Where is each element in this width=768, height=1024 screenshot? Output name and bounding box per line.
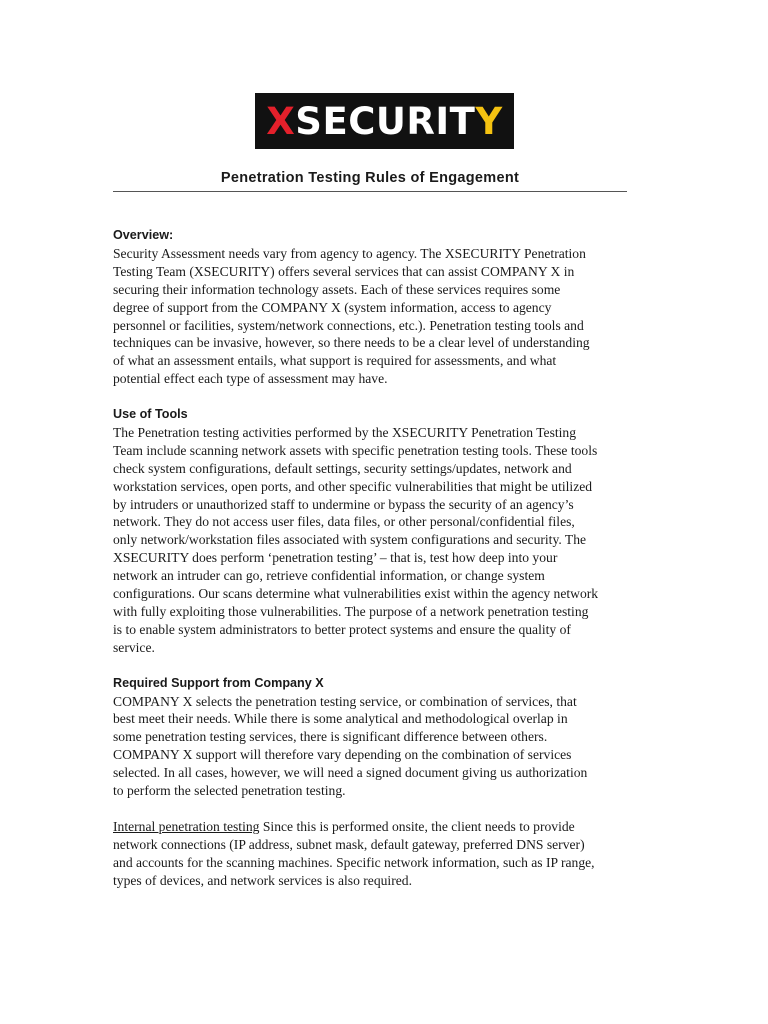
- text-line: types of devices, and network services is also required.: [113, 872, 412, 888]
- text-line: only network/workstation files associated with system configurations and security. The: [113, 532, 587, 548]
- text-line: network connections (IP address, subnet mask, default gateway, preferred DNS server): [113, 836, 585, 852]
- text-line: [113, 818, 633, 836]
- text-line: Security Assessment needs vary from agency to agency. The XSECURITY Penetration: [113, 245, 586, 261]
- title-divider: [113, 191, 627, 192]
- xsecurity-logo: [255, 93, 514, 149]
- support-paragraph: [113, 693, 633, 800]
- section-overview: [113, 227, 633, 388]
- text-line: securing their information technology assets. Each of these services requires some: [113, 281, 561, 297]
- text-line: best meet their needs. While there is some analytical and methodological overlap in: [113, 711, 568, 727]
- text-line: check system configurations, default settings, security settings/updates, network and: [113, 460, 572, 476]
- text-line: to perform the selected penetration testing.: [113, 783, 346, 799]
- text-line: workstation services, open ports, and other specific vulnerabilities that might be utilized: [113, 478, 593, 494]
- internal-testing-label: Internal penetration testing: [113, 818, 260, 834]
- text-line: potential effect each type of assessment may have.: [113, 371, 388, 387]
- text-line: XSECURITY does perform ‘penetration testing’ – that is, test how deep into your: [113, 550, 558, 566]
- overview-paragraph: [113, 245, 633, 388]
- section-use-of-tools: [113, 406, 633, 657]
- text-line: some penetration testing services, there is significant difference between others.: [113, 729, 548, 745]
- text-line: with fully exploiting those vulnerabilities. The purpose of a network penetration testing: [113, 604, 589, 620]
- text-line: is to enable system administrators to better protect systems and ensure the quality of: [113, 621, 571, 637]
- text-line: The Penetration testing activities performed by the XSECURITY Penetration Testing: [113, 424, 577, 440]
- internal-testing-intro: Since this is performed onsite, the client needs to provide: [259, 818, 575, 834]
- text-line: degree of support from the COMPANY X (system information, access to agency: [113, 299, 552, 315]
- tools-heading: Use of Tools: [113, 407, 188, 422]
- overview-heading: Overview:: [113, 228, 174, 242]
- tools-paragraph: [113, 424, 633, 657]
- text-line: Team include scanning network assets with specific penetration testing tools. These tools: [113, 442, 598, 458]
- text-line: network. They do not access user files, data files, or other personal/confidential files,: [113, 514, 575, 530]
- text-line: COMPANY X selects the penetration testing service, or combination of services, that: [113, 693, 577, 709]
- text-line: service.: [113, 639, 155, 655]
- text-line: selected. In all cases, however, we will need a signed document giving us authorization: [113, 765, 588, 781]
- text-line: Testing Team (XSECURITY) offers several services that can assist COMPANY X in: [113, 263, 575, 279]
- text-line: techniques can be invasive, however, so there needs to be a clear level of understanding: [113, 335, 590, 351]
- text-line: personnel or facilities, system/network connections, etc.). Penetration testing tools and: [113, 317, 584, 333]
- text-line: of what an assessment entails, what support is required for assessments, and what: [113, 353, 557, 369]
- text-line: and accounts for the scanning machines. Specific network information, such as IP range,: [113, 854, 595, 870]
- internal-paragraph: [113, 818, 633, 890]
- document-body: [113, 227, 633, 907]
- text-line: configurations. Our scans determine what vulnerabilities exist within the agency network: [113, 586, 599, 602]
- section-required-support: [113, 675, 633, 800]
- section-internal-testing: [113, 818, 633, 890]
- logo-wordmark: XSECURITY: [266, 99, 503, 143]
- text-line: COMPANY X support will therefore vary depending on the combination of services: [113, 747, 572, 763]
- support-heading: Required Support from Company X: [113, 675, 324, 690]
- document-title: Penetration Testing Rules of Engagement: [220, 170, 520, 186]
- text-line: network an intruder can go, retrieve confidential information, or change system: [113, 568, 545, 584]
- text-line: by intruders or unauthorized staff to undermine or bypass the security of an agency’s: [113, 496, 574, 512]
